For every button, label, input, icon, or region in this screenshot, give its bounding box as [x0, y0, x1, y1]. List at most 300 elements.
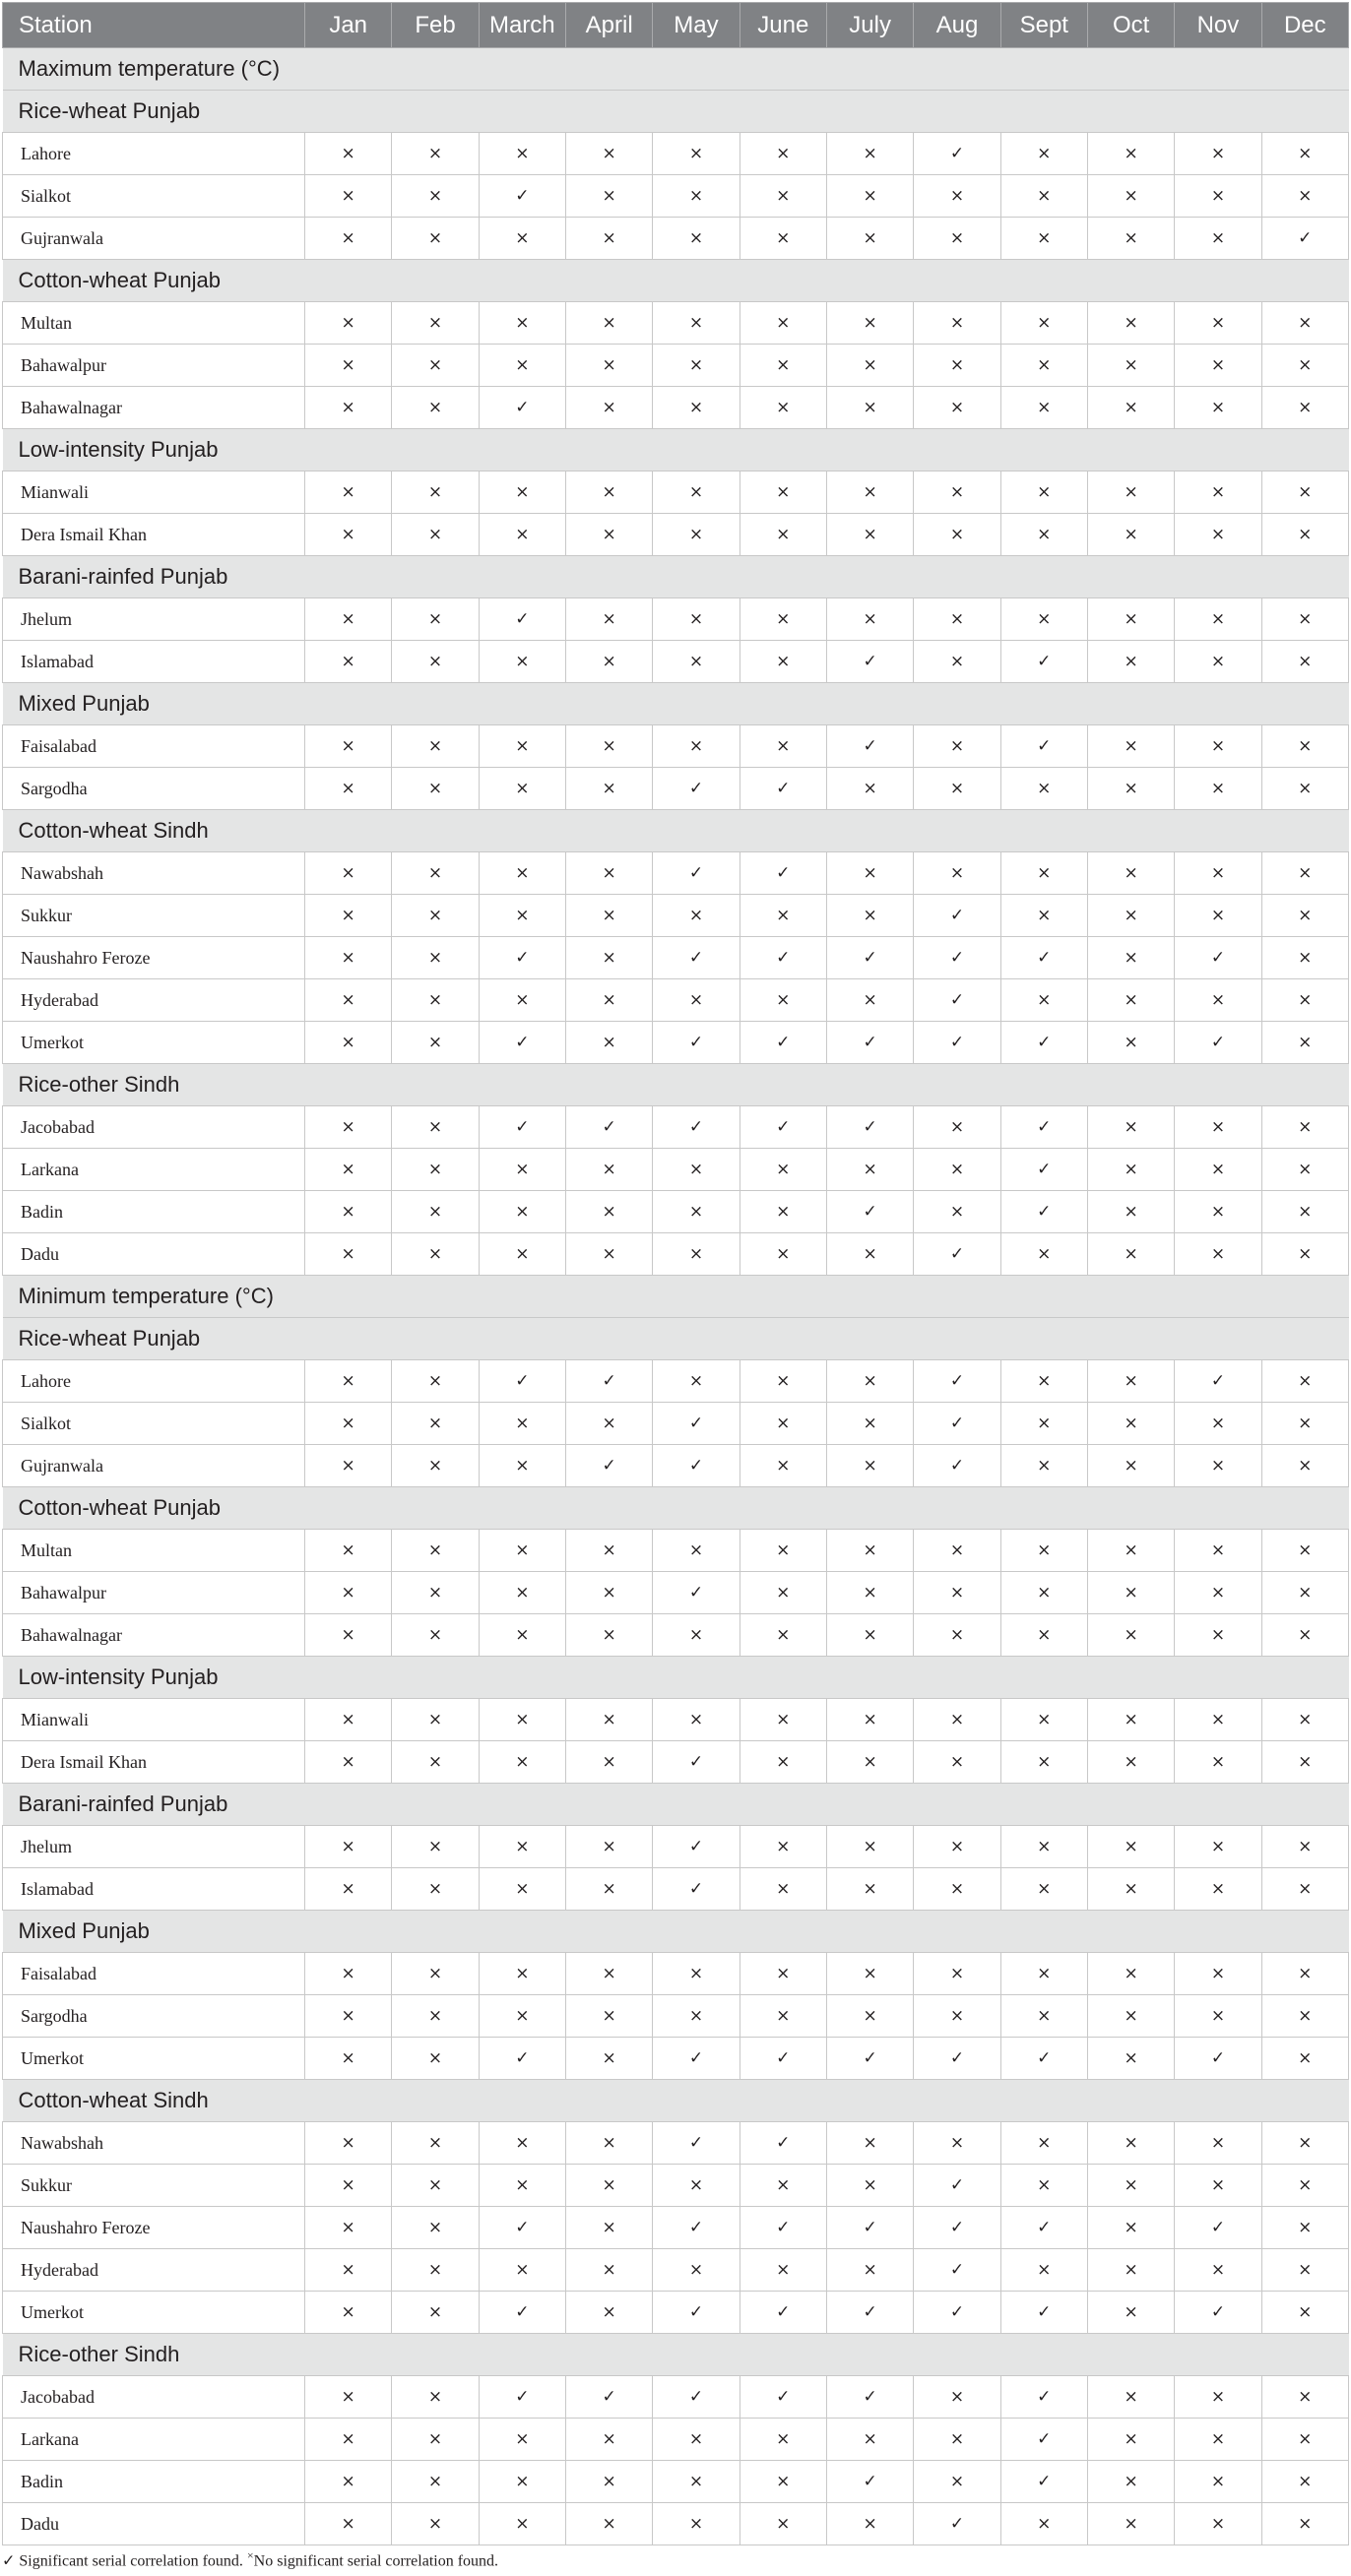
cross-mark-icon: × — [305, 1995, 392, 2038]
cross-mark-icon: × — [740, 2165, 826, 2207]
cross-mark-icon: × — [653, 2503, 740, 2545]
group-title: Rice-wheat Punjab — [3, 91, 1349, 133]
cross-mark-icon: × — [826, 2419, 913, 2461]
cross-mark-icon: × — [826, 1403, 913, 1445]
station-name: Naushahro Feroze — [3, 937, 305, 979]
table-row — [3, 1360, 1349, 1403]
cross-mark-icon: × — [565, 725, 652, 768]
cross-mark-icon: × — [565, 345, 652, 387]
station-name: Jacobabad — [3, 2376, 305, 2419]
cross-mark-icon: × — [305, 471, 392, 514]
cross-mark-icon: × — [1261, 2292, 1348, 2334]
station-name: Bahawalpur — [3, 1572, 305, 1614]
table-row — [3, 725, 1349, 768]
check-mark-icon: ✓ — [1000, 1022, 1087, 1064]
check-mark-icon: ✓ — [565, 1106, 652, 1149]
table-row — [3, 345, 1349, 387]
cross-mark-icon: × — [565, 1699, 652, 1741]
cross-mark-icon: × — [565, 1572, 652, 1614]
station-name: Dadu — [3, 2503, 305, 2545]
cross-mark-icon: × — [653, 1530, 740, 1572]
cross-mark-icon: × — [392, 1699, 479, 1741]
cross-mark-icon: × — [1261, 1699, 1348, 1741]
cross-mark-icon: × — [1000, 1572, 1087, 1614]
cross-mark-icon: × — [1175, 1953, 1261, 1995]
cross-mark-icon: × — [392, 1149, 479, 1191]
cross-mark-icon: × — [653, 133, 740, 175]
cross-mark-icon: × — [740, 979, 826, 1022]
cross-mark-icon: × — [826, 1741, 913, 1784]
cross-mark-icon: × — [826, 1360, 913, 1403]
check-mark-icon: ✓ — [1175, 2292, 1261, 2334]
table-row — [3, 2292, 1349, 2334]
check-mark-icon: ✓ — [479, 937, 565, 979]
cross-mark-icon: × — [392, 1233, 479, 1276]
cross-mark-icon: × — [305, 2207, 392, 2249]
cross-mark-icon: × — [479, 1233, 565, 1276]
cross-mark-icon: × — [1000, 1360, 1087, 1403]
cross-mark-icon: × — [1087, 175, 1174, 218]
station-name: Hyderabad — [3, 2249, 305, 2292]
cross-mark-icon: × — [653, 598, 740, 641]
table-row — [3, 1741, 1349, 1784]
group-title: Low-intensity Punjab — [3, 1657, 1349, 1699]
table-row — [3, 2376, 1349, 2419]
cross-mark-icon: × — [1261, 2165, 1348, 2207]
column-header-month: Jan — [305, 3, 392, 48]
cross-mark-icon: × — [392, 2292, 479, 2334]
cross-mark-icon: × — [826, 2249, 913, 2292]
cross-mark-icon: × — [305, 387, 392, 429]
cross-mark-icon: × — [479, 2461, 565, 2503]
group-header-row — [3, 1064, 1349, 1106]
cross-mark-icon: × — [826, 387, 913, 429]
check-mark-icon: ✓ — [653, 2207, 740, 2249]
cross-mark-icon: × — [1000, 387, 1087, 429]
cross-mark-icon: × — [653, 725, 740, 768]
check-mark-icon: ✓ — [479, 1022, 565, 1064]
cross-mark-icon: × — [565, 133, 652, 175]
cross-mark-icon: × — [305, 1741, 392, 1784]
cross-mark-icon: × — [914, 514, 1000, 556]
cross-mark-icon: × — [914, 387, 1000, 429]
check-mark-icon: ✓ — [565, 1445, 652, 1487]
check-mark-icon: ✓ — [653, 2038, 740, 2080]
column-header-month: Dec — [1261, 3, 1348, 48]
cross-mark-icon: × — [653, 2461, 740, 2503]
cross-mark-icon: × — [1087, 514, 1174, 556]
cross-mark-icon: × — [1000, 175, 1087, 218]
cross-mark-icon: × — [392, 1530, 479, 1572]
cross-mark-icon: × — [392, 1995, 479, 2038]
cross-mark-icon: × — [1175, 175, 1261, 218]
cross-mark-icon: × — [826, 1868, 913, 1911]
cross-mark-icon: × — [1087, 1741, 1174, 1784]
check-mark-icon: ✓ — [826, 2376, 913, 2419]
cross-mark-icon: × — [826, 1149, 913, 1191]
cross-mark-icon: × — [1000, 302, 1087, 345]
cross-mark-icon: × — [1000, 1699, 1087, 1741]
station-name: Jhelum — [3, 598, 305, 641]
cross-mark-icon: × — [740, 1530, 826, 1572]
cross-mark-icon: × — [1087, 1022, 1174, 1064]
cross-mark-icon: × — [914, 641, 1000, 683]
table-row — [3, 895, 1349, 937]
cross-mark-icon: × — [1261, 598, 1348, 641]
cross-mark-icon: × — [392, 1868, 479, 1911]
cross-mark-icon: × — [1175, 2249, 1261, 2292]
cross-mark-icon: × — [392, 1826, 479, 1868]
check-mark-icon: ✓ — [653, 1403, 740, 1445]
cross-mark-icon: × — [479, 1699, 565, 1741]
cross-mark-icon: × — [565, 387, 652, 429]
cross-mark-icon: × — [1000, 1403, 1087, 1445]
check-mark-icon: ✓ — [479, 1106, 565, 1149]
check-mark-icon: ✓ — [479, 2207, 565, 2249]
cross-mark-icon: × — [565, 895, 652, 937]
cross-mark-icon: × — [826, 2503, 913, 2545]
cross-mark-icon: × — [1000, 1233, 1087, 1276]
cross-mark-icon: × — [392, 1403, 479, 1445]
check-mark-icon: ✓ — [914, 1445, 1000, 1487]
cross-mark-icon: × — [1261, 1530, 1348, 1572]
cross-mark-icon: × — [392, 1022, 479, 1064]
table-row — [3, 1614, 1349, 1657]
cross-mark-icon: × — [653, 218, 740, 260]
cross-mark-icon: × — [1087, 133, 1174, 175]
group-header-row — [3, 91, 1349, 133]
cross-mark-icon: × — [565, 1530, 652, 1572]
column-header-month: Nov — [1175, 3, 1261, 48]
cross-mark-icon: × — [1087, 641, 1174, 683]
cross-mark-icon: × — [914, 1826, 1000, 1868]
table-row — [3, 1995, 1349, 2038]
table-row — [3, 937, 1349, 979]
cross-mark-icon: × — [479, 1741, 565, 1784]
cross-mark-icon: × — [565, 1741, 652, 1784]
station-name: Bahawalpur — [3, 345, 305, 387]
cross-mark-icon: × — [565, 1149, 652, 1191]
cross-mark-icon: × — [305, 2461, 392, 2503]
cross-mark-icon: × — [826, 598, 913, 641]
check-mark-icon: ✓ — [914, 2249, 1000, 2292]
station-name: Mianwali — [3, 471, 305, 514]
cross-mark-icon: × — [479, 302, 565, 345]
table-row — [3, 1149, 1349, 1191]
cross-mark-icon: × — [305, 2122, 392, 2165]
cross-mark-icon: × — [565, 2249, 652, 2292]
cross-mark-icon: × — [740, 1360, 826, 1403]
cross-mark-icon: × — [1175, 133, 1261, 175]
cross-mark-icon: × — [653, 2165, 740, 2207]
check-mark-icon: ✓ — [914, 2292, 1000, 2334]
check-mark-icon: ✓ — [565, 1360, 652, 1403]
station-name: Dera Ismail Khan — [3, 514, 305, 556]
station-name: Multan — [3, 302, 305, 345]
cross-mark-icon: × — [392, 725, 479, 768]
cross-mark-icon: × — [826, 1445, 913, 1487]
cross-mark-icon: × — [1000, 133, 1087, 175]
cross-mark-icon: × — [1000, 514, 1087, 556]
cross-mark-icon: × — [826, 1530, 913, 1572]
cross-mark-icon: × — [392, 979, 479, 1022]
cross-mark-icon: × — [653, 1191, 740, 1233]
cross-mark-icon: × — [565, 2038, 652, 2080]
cross-mark-icon: × — [1087, 2249, 1174, 2292]
check-mark-icon: ✓ — [653, 937, 740, 979]
cross-mark-icon: × — [565, 2292, 652, 2334]
cross-mark-icon: × — [565, 302, 652, 345]
cross-mark-icon: × — [1175, 1572, 1261, 1614]
cross-mark-icon: × — [565, 1403, 652, 1445]
cross-mark-icon: × — [653, 387, 740, 429]
cross-mark-icon: × — [740, 218, 826, 260]
table-row — [3, 1445, 1349, 1487]
cross-mark-icon: × — [1261, 1953, 1348, 1995]
cross-mark-icon: × — [305, 345, 392, 387]
table-row — [3, 1022, 1349, 1064]
cross-mark-icon: × — [740, 175, 826, 218]
cross-mark-icon: × — [1261, 2461, 1348, 2503]
cross-mark-icon: × — [479, 2249, 565, 2292]
footnote-no-text: No significant serial correlation found. — [253, 2552, 499, 2570]
check-mark-icon: ✓ — [826, 2461, 913, 2503]
cross-mark-icon: × — [1087, 1445, 1174, 1487]
cross-mark-icon: × — [1087, 1106, 1174, 1149]
cross-mark-icon: × — [305, 1191, 392, 1233]
station-name: Hyderabad — [3, 979, 305, 1022]
cross-mark-icon: × — [1261, 1360, 1348, 1403]
check-mark-icon: ✓ — [740, 2207, 826, 2249]
cross-mark-icon: × — [653, 175, 740, 218]
cross-mark-icon: × — [479, 2419, 565, 2461]
cross-mark-icon: × — [565, 1953, 652, 1995]
cross-mark-icon: × — [826, 1699, 913, 1741]
cross-mark-icon: × — [826, 979, 913, 1022]
column-header-month: May — [653, 3, 740, 48]
group-header-row — [3, 1318, 1349, 1360]
cross-mark-icon: × — [1261, 852, 1348, 895]
table-row — [3, 598, 1349, 641]
group-header-row — [3, 1784, 1349, 1826]
cross-mark-icon: × — [479, 1614, 565, 1657]
cross-mark-icon: × — [1087, 2038, 1174, 2080]
cross-mark-icon: × — [740, 387, 826, 429]
check-mark-icon: ✓ — [479, 2292, 565, 2334]
cross-mark-icon: × — [914, 1530, 1000, 1572]
cross-mark-icon: × — [826, 1995, 913, 2038]
cross-mark-icon: × — [653, 2249, 740, 2292]
cross-mark-icon: × — [479, 725, 565, 768]
cross-mark-icon: × — [565, 1826, 652, 1868]
cross-mark-icon: × — [1087, 725, 1174, 768]
cross-mark-icon: × — [479, 641, 565, 683]
cross-mark-icon: × — [1087, 2122, 1174, 2165]
cross-mark-icon: × — [479, 1191, 565, 1233]
footnote-yes-text: Significant serial correlation found. — [15, 2552, 247, 2570]
cross-mark-icon: × — [305, 895, 392, 937]
cross-mark-icon: × — [305, 2419, 392, 2461]
cross-mark-icon: × — [826, 302, 913, 345]
cross-mark-icon: × — [1000, 979, 1087, 1022]
cross-mark-icon: × — [1087, 302, 1174, 345]
cross-mark-icon: × — [826, 2122, 913, 2165]
cross-mark-icon: × — [740, 2419, 826, 2461]
cross-mark-icon: × — [305, 1403, 392, 1445]
cross-mark-icon: × — [565, 598, 652, 641]
cross-mark-icon: × — [740, 641, 826, 683]
group-title: Low-intensity Punjab — [3, 429, 1349, 471]
cross-mark-icon: × — [1175, 2419, 1261, 2461]
table-row — [3, 1233, 1349, 1276]
correlation-table-container — [2, 2, 1349, 2545]
cross-mark-icon: × — [740, 1995, 826, 2038]
cross-mark-icon: × — [740, 471, 826, 514]
cross-mark-icon: × — [1175, 345, 1261, 387]
group-title: Rice-other Sindh — [3, 2334, 1349, 2376]
cross-mark-icon: × — [1261, 725, 1348, 768]
cross-mark-icon: × — [1000, 768, 1087, 810]
cross-mark-icon: × — [826, 514, 913, 556]
cross-mark-icon: × — [305, 2165, 392, 2207]
cross-mark-icon: × — [305, 768, 392, 810]
cross-mark-icon: × — [914, 1149, 1000, 1191]
cross-mark-icon: × — [305, 2292, 392, 2334]
cross-mark-icon: × — [1175, 1149, 1261, 1191]
group-header-row — [3, 683, 1349, 725]
cross-mark-icon: × — [305, 1445, 392, 1487]
cross-mark-icon: × — [479, 1826, 565, 1868]
group-header-row — [3, 2334, 1349, 2376]
column-header-month: April — [565, 3, 652, 48]
cross-mark-icon: × — [392, 1106, 479, 1149]
cross-mark-icon: × — [565, 471, 652, 514]
cross-mark-icon: × — [392, 598, 479, 641]
check-mark-icon: ✓ — [740, 2376, 826, 2419]
table-row — [3, 1699, 1349, 1741]
cross-mark-icon: × — [392, 852, 479, 895]
check-mark-icon: ✓ — [826, 725, 913, 768]
cross-mark-icon: × — [740, 1699, 826, 1741]
group-header-row — [3, 2080, 1349, 2122]
cross-mark-icon: × — [826, 218, 913, 260]
cross-mark-icon: × — [305, 1149, 392, 1191]
cross-mark-icon: × — [740, 2503, 826, 2545]
group-title: Rice-wheat Punjab — [3, 1318, 1349, 1360]
cross-mark-icon: × — [1087, 1995, 1174, 2038]
cross-mark-icon: × — [305, 218, 392, 260]
cross-mark-icon: × — [1175, 768, 1261, 810]
column-header-month: June — [740, 3, 826, 48]
station-name: Umerkot — [3, 2292, 305, 2334]
cross-mark-icon: × — [565, 937, 652, 979]
cross-mark-icon: × — [1175, 1191, 1261, 1233]
cross-mark-icon: × — [826, 768, 913, 810]
cross-mark-icon: × — [826, 1614, 913, 1657]
cross-mark-icon: × — [1261, 1741, 1348, 1784]
cross-mark-icon: × — [740, 2461, 826, 2503]
check-mark-icon: ✓ — [740, 852, 826, 895]
cross-mark-icon: × — [914, 768, 1000, 810]
station-name: Faisalabad — [3, 725, 305, 768]
table-row — [3, 768, 1349, 810]
cross-mark-icon: × — [914, 1741, 1000, 1784]
cross-mark-icon: × — [740, 1445, 826, 1487]
column-header-month: Aug — [914, 3, 1000, 48]
cross-mark-icon: × — [1261, 1191, 1348, 1233]
cross-mark-icon: × — [479, 133, 565, 175]
group-header-row — [3, 1911, 1349, 1953]
cross-mark-icon: × — [305, 2038, 392, 2080]
cross-mark-icon: × — [1000, 1445, 1087, 1487]
cross-mark-icon: × — [826, 1233, 913, 1276]
cross-mark-icon: × — [1261, 2503, 1348, 2545]
station-name: Islamabad — [3, 641, 305, 683]
column-header-month: Feb — [392, 3, 479, 48]
cross-mark-icon: × — [1087, 2376, 1174, 2419]
cross-mark-icon: × — [565, 514, 652, 556]
table-row — [3, 1530, 1349, 1572]
cross-mark-icon: × — [1261, 768, 1348, 810]
cross-mark-icon: × — [826, 175, 913, 218]
table-header-row — [3, 3, 1349, 48]
cross-mark-icon: × — [565, 1868, 652, 1911]
check-mark-icon: ✓ — [914, 1022, 1000, 1064]
cross-mark-icon: × — [1175, 725, 1261, 768]
table-row — [3, 471, 1349, 514]
group-title: Cotton-wheat Punjab — [3, 260, 1349, 302]
cross-mark-icon: × — [1261, 133, 1348, 175]
cross-mark-icon: × — [392, 133, 479, 175]
check-mark-icon: ✓ — [653, 1445, 740, 1487]
cross-mark-icon: × — [1175, 852, 1261, 895]
cross-mark-icon: × — [740, 302, 826, 345]
cross-mark-icon: × — [305, 1868, 392, 1911]
group-header-row — [3, 1657, 1349, 1699]
check-mark-icon: ✓ — [653, 768, 740, 810]
check-mark-icon: ✓ — [653, 1106, 740, 1149]
check-mark-icon: ✓ — [826, 937, 913, 979]
cross-mark-icon: × — [305, 1106, 392, 1149]
cross-mark-icon: × — [392, 514, 479, 556]
check-mark-icon: ✓ — [479, 2038, 565, 2080]
cross-mark-icon: × — [392, 937, 479, 979]
cross-mark-icon: × — [1175, 1233, 1261, 1276]
check-mark-icon: ✓ — [1000, 2376, 1087, 2419]
column-header-month: July — [826, 3, 913, 48]
cross-mark-icon: × — [1175, 1699, 1261, 1741]
station-name: Dera Ismail Khan — [3, 1741, 305, 1784]
cross-mark-icon: × — [1175, 2503, 1261, 2545]
check-mark-icon: ✓ — [1175, 2207, 1261, 2249]
station-name: Mianwali — [3, 1699, 305, 1741]
cross-mark-icon: × — [740, 725, 826, 768]
group-header-row — [3, 556, 1349, 598]
cross-mark-icon: × — [392, 2376, 479, 2419]
cross-mark-icon: × — [653, 1360, 740, 1403]
cross-mark-icon: × — [740, 345, 826, 387]
check-mark-icon: ✓ — [653, 852, 740, 895]
cross-mark-icon: × — [1175, 471, 1261, 514]
correlation-table — [2, 2, 1349, 2545]
cross-mark-icon: × — [392, 1191, 479, 1233]
cross-mark-icon: × — [1087, 1191, 1174, 1233]
check-mark-icon: ✓ — [914, 2503, 1000, 2545]
cross-mark-icon: × — [305, 175, 392, 218]
check-mark-icon: ✓ — [653, 1572, 740, 1614]
cross-mark-icon: × — [1087, 345, 1174, 387]
cross-mark-icon: × — [479, 895, 565, 937]
